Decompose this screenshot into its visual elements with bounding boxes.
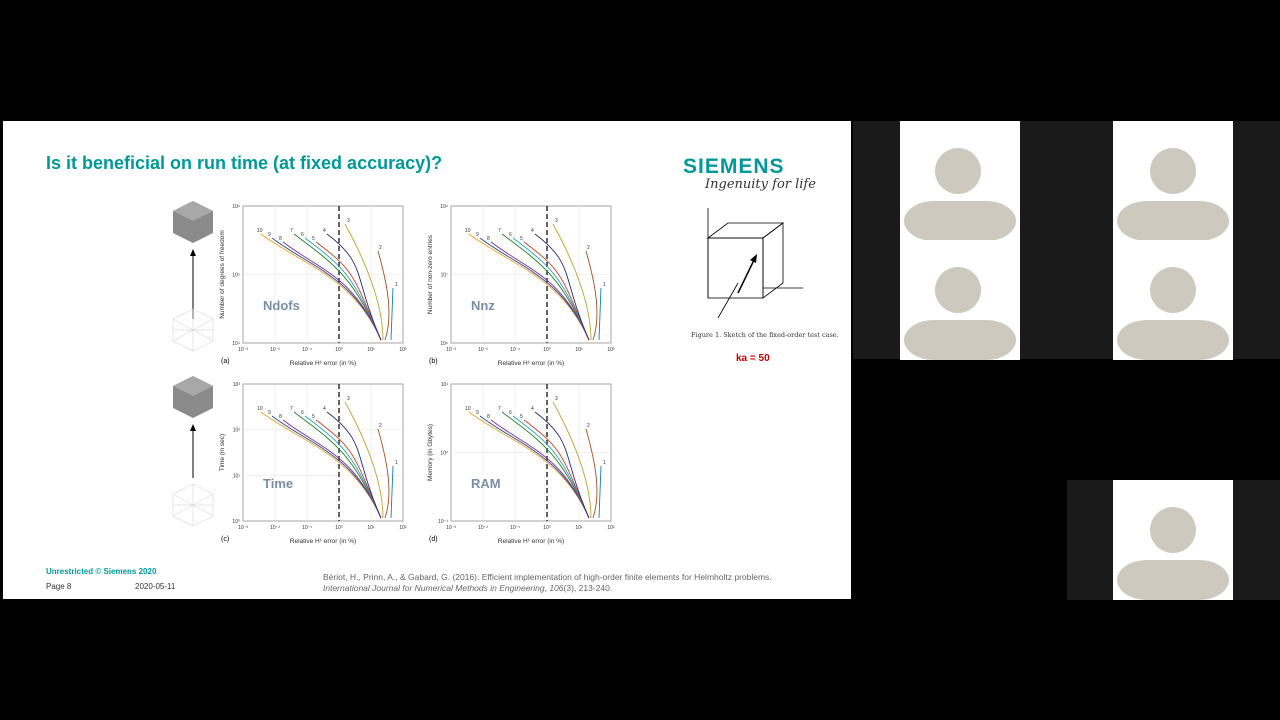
order-label: 4 — [323, 406, 326, 412]
participant-tile-4[interactable] — [1113, 240, 1233, 360]
order-label: 4 — [531, 228, 534, 234]
slide-title: Is it beneficial on run time (at fixed accuracy)? — [46, 153, 443, 173]
mesh-sketch-top — [168, 199, 218, 359]
participant-tile-5[interactable] — [1113, 480, 1233, 600]
chart-ndofs — [215, 201, 415, 376]
ka-label: ka = 50 — [736, 353, 770, 364]
y-axis-label: Time (in sec) — [219, 433, 226, 472]
fine-mesh-cube-icon — [173, 309, 213, 351]
order-label: 9 — [268, 232, 271, 238]
order-label: 1 — [603, 282, 606, 288]
order-label: 9 — [476, 410, 479, 416]
y-tick-label: 10³ — [232, 382, 240, 388]
order-label: 3 — [347, 396, 350, 402]
chart-nnz — [423, 201, 633, 376]
order-label: 2 — [587, 423, 590, 429]
citation-pages: (3), 213-240. — [563, 583, 613, 593]
x-tick-label: 10⁻¹ — [510, 525, 520, 531]
x-tick-label: 10¹ — [575, 525, 583, 531]
avatar-placeholder-icon — [900, 121, 1020, 241]
avatar-placeholder-icon — [900, 240, 1020, 360]
y-tick-label: 10¹ — [440, 382, 448, 388]
participant-tile-2[interactable] — [1113, 121, 1233, 241]
video-gap — [1067, 480, 1113, 600]
x-tick-label: 10⁻¹ — [302, 525, 312, 531]
x-axis-label: Relative H¹ error (in %) — [289, 360, 357, 367]
y-tick-label: 10¹ — [232, 473, 240, 480]
order-label: 9 — [476, 232, 479, 238]
order-label: 10 — [465, 406, 471, 412]
x-tick-label: 10⁻¹ — [510, 347, 520, 353]
citation: Bériot, H., Prinn, A., & Gabard, G. (2016). Efficient implementation of high-order finite elements for Helmholtz problems. International Journal for Numerical Methods in Engineering, 106(3), 213-240. — [323, 572, 772, 593]
arrow-up-icon — [190, 249, 196, 256]
x-tick-label: 10⁻³ — [238, 525, 248, 531]
footer-page: Page 8 — [46, 582, 72, 591]
x-tick-label: 10⁰ — [543, 347, 551, 353]
order-label: 8 — [279, 414, 282, 420]
citation-volume: 106 — [549, 583, 564, 593]
avatar-placeholder-icon — [1113, 240, 1233, 360]
x-tick-label: 10¹ — [575, 347, 583, 353]
panel-letter: (b) — [429, 358, 438, 365]
order-label: 9 — [268, 410, 271, 416]
order-label: 4 — [531, 406, 534, 412]
citation-journal: International Journal for Numerical Methods in Engineering — [323, 583, 545, 593]
test-case-sketch — [693, 203, 818, 328]
presentation-slide — [3, 121, 851, 599]
chart-ram — [423, 379, 633, 554]
panel-letter: (a) — [221, 358, 230, 365]
x-tick-label: 10² — [607, 347, 615, 353]
arrow-up-icon — [190, 424, 196, 431]
x-tick-label: 10² — [399, 347, 407, 353]
footer-date: 2020-05-11 — [135, 582, 176, 591]
order-label: 8 — [487, 236, 490, 242]
video-gap — [1233, 480, 1280, 600]
order-label: 2 — [587, 245, 590, 251]
mesh-sketch-bottom — [168, 374, 218, 534]
y-tick-label: 10⁰ — [440, 450, 448, 457]
x-axis-label: Relative H¹ error (in %) — [497, 360, 565, 367]
x-axis-label: Relative H¹ error (in %) — [497, 538, 565, 545]
order-label: 7 — [290, 228, 293, 234]
panel-letter: (d) — [429, 536, 438, 543]
x-axis — [718, 283, 738, 318]
order-label: 1 — [603, 460, 606, 466]
chart-time — [215, 379, 415, 554]
x-tick-label: 10¹ — [367, 347, 375, 353]
y-axis-label: Number of non-zero entries — [427, 234, 434, 315]
avatar-placeholder-icon — [1113, 480, 1233, 600]
x-tick-label: 10⁻³ — [446, 525, 456, 531]
order-label: 7 — [498, 228, 501, 234]
citation-authors: Bériot, H., Prinn, A., & Gabard, G. (2016). Efficient implementation of high-order finite elements for Helmholtz problems. — [323, 572, 772, 582]
siemens-logo — [683, 157, 816, 192]
panel-letter: (c) — [221, 536, 230, 543]
x-tick-label: 10¹ — [367, 525, 375, 531]
y-axis-label: Number of degrees of freedom — [219, 230, 226, 319]
participant-tile-3[interactable] — [900, 240, 1020, 360]
avatar-placeholder-icon — [1113, 121, 1233, 241]
x-tick-label: 10⁰ — [543, 525, 551, 531]
video-gap — [1233, 121, 1280, 359]
x-tick-label: 10⁰ — [335, 347, 343, 353]
x-tick-label: 10⁰ — [335, 525, 343, 531]
x-tick-label: 10⁻³ — [238, 347, 248, 353]
x-tick-label: 10² — [399, 525, 407, 531]
logo-word: SIEMENS — [683, 155, 785, 178]
order-label: 5 — [520, 414, 523, 420]
order-label: 2 — [379, 423, 382, 429]
order-label: 1 — [395, 460, 398, 466]
order-label: 8 — [487, 414, 490, 420]
y-tick-label: 10⁶ — [232, 204, 240, 210]
y-axis-label: Memory (in Gbytes) — [427, 423, 434, 482]
order-label: 3 — [555, 218, 558, 224]
participant-tile-1[interactable] — [900, 121, 1020, 241]
order-label: 2 — [379, 245, 382, 251]
panel-name-label: Ndofs — [263, 298, 300, 314]
order-label: 6 — [301, 410, 304, 416]
x-tick-label: 10⁻² — [478, 347, 488, 353]
x-tick-label: 10⁻³ — [446, 347, 456, 353]
order-label: 10 — [257, 406, 263, 412]
video-gap — [853, 121, 900, 359]
panel-name-label: RAM — [471, 476, 501, 492]
x-axis-label: Relative H¹ error (in %) — [289, 538, 357, 545]
y-tick-label: 10⁵ — [232, 272, 240, 279]
panel-name-label: Nnz — [471, 298, 495, 314]
order-label: 5 — [312, 414, 315, 420]
order-label: 7 — [498, 406, 501, 412]
fine-mesh-cube-icon — [173, 484, 213, 526]
figure-caption: Figure 1. Sketch of the fixed-order test case. — [691, 331, 839, 339]
order-label: 3 — [347, 218, 350, 224]
order-label: 5 — [312, 236, 315, 242]
y-tick-label: 10⁶ — [440, 341, 448, 347]
y-tick-label: 10⁷ — [440, 272, 448, 279]
y-tick-label: 10⁰ — [232, 519, 240, 525]
video-gap — [1020, 121, 1113, 359]
order-label: 6 — [301, 232, 304, 238]
order-label: 6 — [509, 232, 512, 238]
plot-area — [243, 384, 403, 521]
y-tick-label: 10⁻¹ — [438, 519, 448, 525]
x-tick-label: 10² — [607, 525, 615, 531]
order-label: 6 — [509, 410, 512, 416]
x-tick-label: 10⁻² — [270, 347, 280, 353]
order-label: 5 — [520, 236, 523, 242]
order-label: 3 — [555, 396, 558, 402]
panel-name-label: Time — [263, 476, 294, 492]
order-label: 8 — [279, 236, 282, 242]
order-label: 10 — [257, 228, 263, 234]
x-tick-label: 10⁻² — [478, 525, 488, 531]
footer-restriction: Unrestricted © Siemens 2020 — [46, 567, 157, 576]
y-tick-label: 10⁴ — [232, 341, 240, 347]
order-label: 7 — [290, 406, 293, 412]
order-label: 4 — [323, 228, 326, 234]
order-label: 10 — [465, 228, 471, 234]
wave-vector-arrow-icon — [750, 254, 757, 263]
x-tick-label: 10⁻¹ — [302, 347, 312, 353]
logo-tagline: Ingenuity for life — [705, 177, 816, 192]
x-tick-label: 10⁻² — [270, 525, 280, 531]
order-label: 1 — [395, 282, 398, 288]
y-tick-label: 10⁹ — [440, 204, 448, 210]
y-tick-label: 10² — [232, 427, 240, 434]
